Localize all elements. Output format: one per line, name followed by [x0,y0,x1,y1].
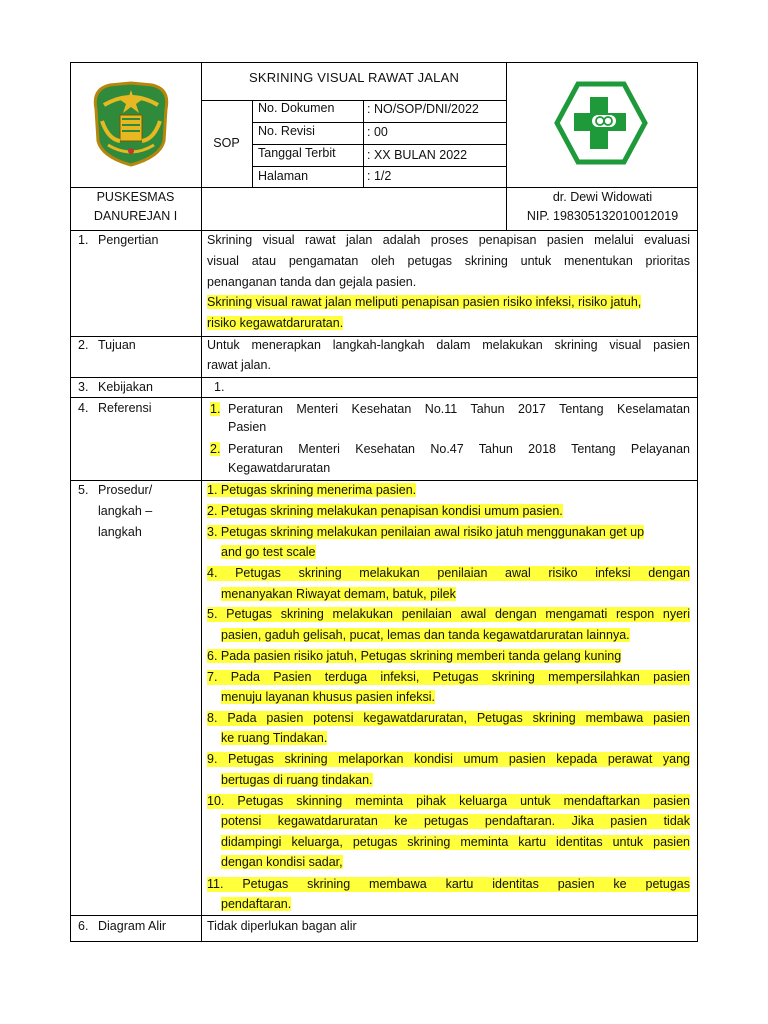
section-label-kebijakan: Kebijakan [98,380,153,394]
prosedur-step: 5. Petugas skrining melakukan penilaian awal dengan mengamati respon nyeri [207,607,690,621]
prosedur-step: 6. Pada pasien risiko jatuh, Petugas skrining memberi tanda gelang kuning [207,649,622,663]
section-number: 6. [78,919,89,933]
field-row-line [252,166,507,167]
prosedur-step: 9. Petugas skrining melaporkan kondisi umum pasien kepada perawat yang [207,752,690,766]
signer-nip: NIP. 198305132010012019 [526,209,679,223]
section-label-prosedur: Prosedur/ [98,483,153,497]
field-label: No. Dokumen [258,101,335,115]
border-top [70,62,698,63]
prosedur-step-cont: pendaftaran. [221,897,292,911]
section-number: 5. [78,483,89,497]
row-line [70,397,698,398]
sop-document [70,62,698,941]
org-name-line2: DANUREJAN I [93,209,178,223]
prosedur-step: 10. Petugas skinning meminta pihak keluarga untuk mendaftarkan pasien [207,794,690,808]
section-label-referensi: Referensi [98,401,152,415]
field-label: Halaman [258,169,309,183]
prosedur-step-cont: ke ruang Tindakan. [221,731,328,745]
field-value: : NO/SOP/DNI/2022 [367,102,479,116]
diagram-alir-text: Tidak diperlukan bagan alir [207,919,357,933]
referensi-line: Peraturan Menteri Kesehatan No.11 Tahun 2017 Tentang Keselamatan [228,402,690,416]
field-label: Tanggal Terbit [258,146,336,160]
pengertian-highlight: risiko kegawatdaruratan. [207,316,344,330]
prosedur-step: 1. Petugas skrining menerima pasien. [207,483,417,497]
prosedur-step-cont: dengan kondisi sadar, [221,855,343,869]
section-label-diagram-alir: Diagram Alir [98,919,167,933]
prosedur-step-cont: and go test scale [221,545,316,559]
header-bottom-line [70,230,698,231]
row-line [70,480,698,481]
section-label-pengertian: Pengertian [98,233,159,247]
referensi-line: Kegawatdaruratan [228,461,331,475]
section-number: 1. [78,233,89,247]
pengertian-highlight: Skrining visual rawat jalan meliputi penapisan pasien risiko infeksi, risiko jatuh, [207,295,642,309]
col-divider [201,62,202,942]
prosedur-step-cont: didampingi keluarga, petugas skrining meminta kartu identitas untuk pasien [221,835,690,849]
row-line [70,915,698,916]
section-label-prosedur: langkah [98,525,142,539]
org-name-line1: PUSKESMAS [96,190,175,204]
tujuan-line: rawat jalan. [207,358,271,372]
section-label-tujuan: Tujuan [98,338,136,352]
referensi-number: 2. [210,442,221,456]
prosedur-step-cont: menanyakan Riwayat demam, batuk, pilek [221,587,456,601]
tujuan-line: Untuk menerapkan langkah-langkah dalam melakukan skrining visual pasien [207,338,690,352]
puskesmas-logo-icon [554,81,648,165]
field-label: No. Revisi [258,124,315,138]
prosedur-step: 7. Pada Pasien terduga infeksi, Petugas skrining mempersilahkan pasien [207,670,690,684]
prosedur-step-cont: bertugas di ruang tindakan. [221,773,373,787]
section-number: 4. [78,401,89,415]
prosedur-step: 11. Petugas skrining membawa kartu identitas pasien ke petugas [207,877,690,891]
pengertian-line: Skrining visual rawat jalan adalah proses penapisan pasien melalui evaluasi [207,233,690,247]
prosedur-step: 3. Petugas skrining melakukan penilaian awal risiko jatuh menggunakan get up [207,525,645,539]
field-value: : 1/2 [367,169,392,183]
signer-name: dr. Dewi Widowati [552,190,653,204]
yogyakarta-emblem-icon [90,79,172,169]
prosedur-step: 2. Petugas skrining melakukan penapisan kondisi umum pasien. [207,504,563,518]
field-row-line [252,144,507,145]
row-line [70,336,698,337]
prosedur-step: 8. Pada pasien potensi kegawatdaruratan, Petugas skrining membawa pasien [207,711,690,725]
kebijakan-item: 1. [214,380,225,394]
document-title: SKRINING VISUAL RAWAT JALAN [248,70,460,85]
pengertian-line: penanganan tanda dan gejala pasien. [207,275,417,289]
section-number: 2. [78,338,89,352]
prosedur-step-cont: potensi kegawatdaruratan ke petugas pendaftaran. Jika pasien tidak [221,814,690,828]
header-row-line [70,187,698,188]
field-row-line [252,122,507,123]
field-value: : 00 [367,125,388,139]
pengertian-line: visual atau pengamatan oleh petugas skrining untuk menentukan prioritas [207,254,690,268]
field-value: : XX BULAN 2022 [367,148,468,162]
prosedur-step: 4. Petugas skrining melakukan penilaian awal risiko infeksi dengan [207,566,690,580]
border-bottom [70,941,698,942]
prosedur-step-cont: menuju layanan khusus pasien infeksi. [221,690,436,704]
section-number: 3. [78,380,89,394]
row-line [70,377,698,378]
title-divider [201,100,507,101]
sop-label: SOP [213,136,240,150]
referensi-line: Peraturan Menteri Kesehatan No.47 Tahun 2018 Tentang Pelayanan [228,442,690,456]
section-label-prosedur: langkah – [98,504,153,518]
prosedur-step-cont: pasien, gaduh gelisah, pucat, lemas dan tanda kegawatdaruratan lainnya. [221,628,630,642]
referensi-line: Pasien [228,420,267,434]
referensi-number: 1. [210,402,221,416]
